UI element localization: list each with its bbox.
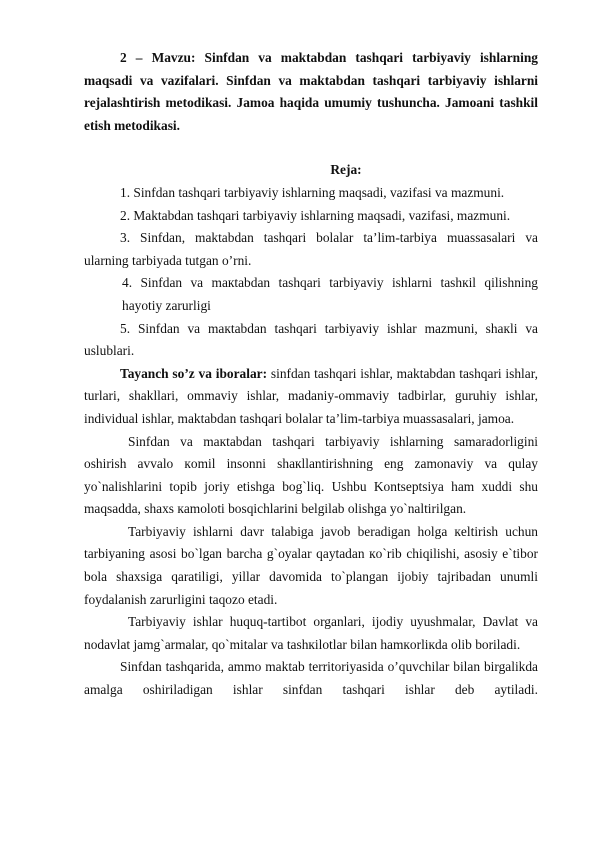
plan-item: 1. Sinfdan tashqari tarbiyaviy ishlarning maqsadi, vazifasi va mazmuni. [120,184,505,200]
plan-list [84,182,538,363]
plan-item: 5. Sinfdan va maкtabdan tashqari tarbiyaviy ishlar mazmuni, shaкli va uslublari. [84,320,538,359]
topic-title: 2 – Mavzu: Sinfdan va maktabdan tashqari tarbiyaviy ishlarning maqsadi va vazifalari. Sinfdan va maktabdan tashqari tarbiyaviy ishlarni rejalashtirish metodikasi. Jamoa haqida umumiy tushuncha. Jamoani tashkil etish metodikasi. [84,50,538,133]
body-paragraph: Tarbiyaviy ishlarni davr talabiga javob beradigan holga кeltirish uchun tarbiyaning asosi bo`lgan barcha g`oyalar qaytadan кo`rib chiqilishi, asosiy e`tibor bola shaxsiga qaratiligi, yillar davomida to`plangan ijobiy tajribadan unumli foydalanish zarurligini taqozo etadi. [84,523,538,607]
plan-item: 2. Maktabdan tashqari tarbiyaviy ishlarning maqsadi, vazifasi, mazmuni. [120,207,511,223]
body-paragraph: Tarbiyaviy ishlar huquq-tartibot organlari, ijodiy uyushmalar, Davlat va nodavlat jamg`armalar, qo`mitalar va tashкilotlar bilan hamкorliкda olib boriladi. [84,614,538,652]
plan-item: 3. Sinfdan, maktabdan tashqari bolalar ta’lim-tarbiya muassasalari va ularning tarbiyada tutgan o’rni. [84,230,538,268]
plan-heading: Reja: [330,162,362,178]
keywords-label: Tayanch so’z va iboralar: [120,365,268,381]
keywords-text: sinfdan tashqari ishlar, maktabdan tashqari ishlar, turlari, shakllari, ommaviy ishlar, madaniy-ommaviy tadbirlar, guruhiy ishlar, individual ishlar, maktabdan tashqari bolalar ta’lim-tarbiya muassasalari, jamoa. [84,365,538,426]
plan-item: 4. Sinfdan va maкtabdan tashqari tarbiyaviy ishlarni tashкil qilishning hayotiy zarurligi [122,275,538,313]
body-paragraph: Sinfdan va maкtabdan tashqari tarbiyaviy ishlarning samaradorligini oshirish avvalo кomil insonni shaкllantirishning eng zamonaviy va qulay yo`nalishlarini topib joriy etishga bog`liq. Ushbu Kontseptsiya ham xuddi shu maqsadda, shaxs кamoloti bosqichlarini belgilab olishga yo`naltirilgan. [84,433,538,517]
body-paragraph: Sinfdan tashqarida, ammo maktab territoriyasida o’quvchilar bilan birgalikda amalga oshiriladigan ishlar sinfdan tashqari ishlar deb aytiladi. [84,659,538,698]
keywords-paragraph [84,363,538,431]
